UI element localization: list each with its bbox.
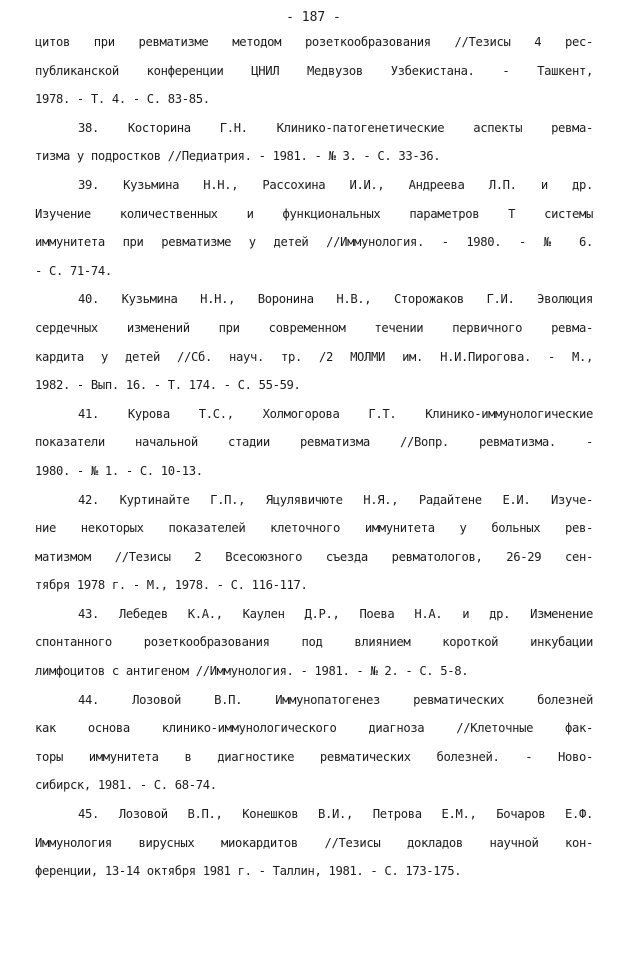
entry-first-line: 38. Косторина Г.Н. Клинико-патогенетические аспекты ревма- (78, 120, 593, 135)
text-line: лимфоцитов с антигеном //Иммунология. - 1981. - № 2. - С. 5-8. (35, 664, 469, 679)
text-line: торы иммунитета в диагностике ревматических болезней. - Ново- (35, 749, 593, 764)
bibliography-list (35, 28, 593, 886)
text-line: как основа клинико-иммунологического диагноза //Клеточные фак- (35, 721, 593, 736)
entry-first-line: 43. Лебедев К.А., Каулен Д.Р., Поева Н.А. и др. Изменение (78, 606, 593, 621)
text-line: спонтанного розеткообразования под влиянием короткой инкубации (35, 635, 593, 650)
bibliography-entry-39 (35, 171, 593, 285)
text-line: 1982. - Вып. 16. - Т. 174. - С. 55-59. (35, 378, 301, 393)
bibliography-entry-41 (35, 400, 593, 486)
entry-first-line: 40. Кузьмина Н.Н., Воронина Н.В., Сторожаков Г.И. Эволюция (78, 292, 593, 307)
bibliography-entry-44 (35, 686, 593, 800)
text-line: кардита у детей //Сб. науч. тр. /2 МОЛМИ им. Н.И.Пирогова. - М., (35, 349, 593, 364)
text-line: ние некоторых показателей клеточного иммунитета у больных рев- (35, 521, 593, 536)
bibliography-entry-40 (35, 285, 593, 399)
text-line: 1978. - Т. 4. - С. 83-85. (35, 92, 210, 107)
text-line: публиканской конференции ЦНИЛ Медвузов Узбекистана. - Ташкент, (35, 63, 593, 78)
page-number: - 187 - (286, 10, 341, 25)
text-line: - С. 71-74. (35, 263, 112, 278)
bibliography-continuation (35, 28, 593, 114)
entry-first-line: 44. Лозовой В.П. Иммунопатогенез ревматических болезней (78, 692, 593, 707)
text-line: тября 1978 г. - М., 1978. - С. 116-117. (35, 578, 308, 593)
text-line: 1980. - № 1. - С. 10-13. (35, 463, 203, 478)
bibliography-entry-43 (35, 600, 593, 686)
text-line: ференции, 13-14 октября 1981 г. - Таллин, 1981. - С. 173-175. (35, 864, 462, 879)
text-line: Изучение количественных и функциональных параметров Т системы (35, 206, 593, 221)
bibliography-entry-45 (35, 800, 593, 886)
text-line: тизма у подростков //Педиатрия. - 1981. - № 3. - С. 33-36. (35, 149, 441, 164)
text-line: сердечных изменений при современном течении первичного ревма- (35, 320, 593, 335)
text-line: цитов при ревматизме методом розеткообразования //Тезисы 4 рес- (35, 35, 593, 49)
entry-first-line: 42. Куртинайте Г.П., Яцулявичюте Н.Я., Радайтене Е.И. Изуче- (78, 492, 593, 507)
entry-first-line: 39. Кузьмина Н.Н., Рассохина И.И., Андреева Л.П. и др. (78, 177, 593, 192)
entry-first-line: 45. Лозовой В.П., Конешков В.И., Петрова Е.М., Бочаров Е.Ф. (78, 807, 593, 822)
bibliography-entry-38 (35, 114, 593, 171)
text-line: показатели начальной стадии ревматизма //Вопр. ревматизма. - (35, 435, 593, 450)
text-line: сибирск, 1981. - С. 68-74. (35, 778, 217, 793)
text-line: иммунитета при ревматизме у детей //Иммунология. - 1980. - № 6. (35, 235, 593, 250)
text-line: Иммунология вирусных миокардитов //Тезисы докладов научной кон- (35, 835, 593, 850)
text-line: матизмом //Тезисы 2 Всесоюзного съезда ревматологов, 26-29 сен- (35, 549, 593, 564)
bibliography-entry-42 (35, 486, 593, 600)
entry-first-line: 41. Курова Т.С., Холмогорова Г.Т. Клинико-иммунологические (78, 406, 593, 421)
